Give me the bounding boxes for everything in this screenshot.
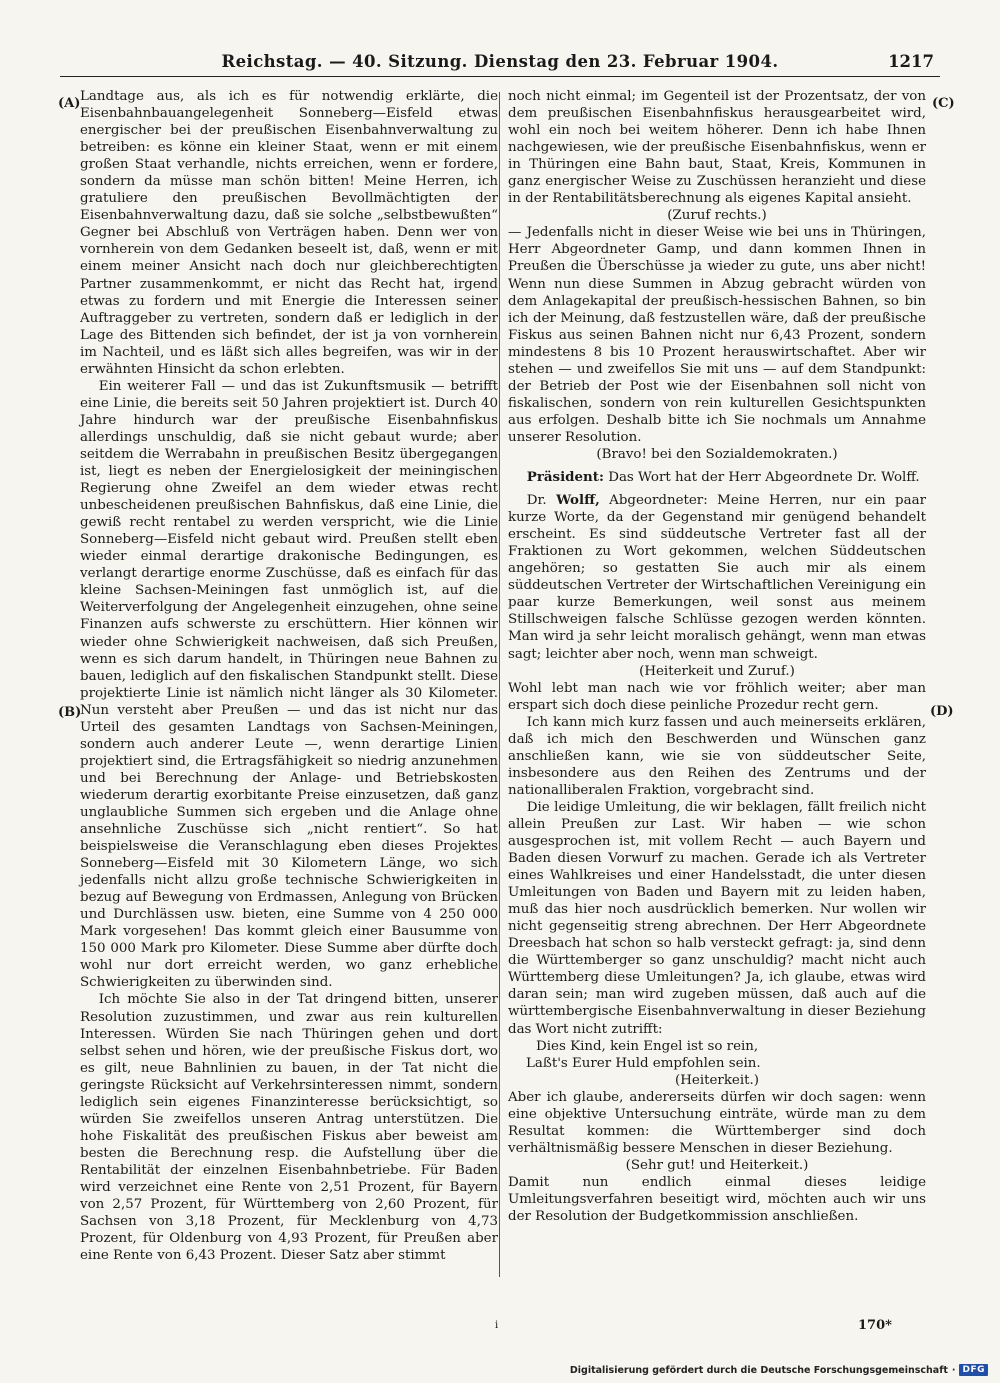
left-paragraph-3: Ich möchte Sie also in der Tat dringend bitten, unserer Resolution zuzustimmen, und zwar aus rein kulturellen Interessen. Würden Sie nach Thüringen gehen und dort selbst sehen und hören, wie der preußische Fiskus dort, wo es gilt, neue Bahnlinien zu bauen, in der Tat nicht die geringste Rücksicht auf Verkehrsinteressen nimmt, sondern lediglich sein eigenes Finanzinteresse berücksichtigt, so würden Sie zweifellos unseren Antrag unterstützen. Die hohe Fiskalität des preußischen Fiskus aber beweist am besten die Berechnung resp. die Aufstellung über die Rentabilität der einzelnen Eisenbahnbetriebe. Für Baden wird verzeichnet eine Rente von 2,51 Prozent, für Bayern von 2,57 Prozent, für Württemberg von 2,60 Prozent, für Sachsen von 3,18 Prozent, für Mecklenburg von 4,73 Prozent, für Oldenburg von 4,93 Prozent, für Preußen aber eine Rente von 6,43 Prozent. Dieser Satz aber stimmt	[80, 992, 498, 1264]
interjection-bravo: (Bravo! bei den Sozialdemokraten.)	[596, 446, 838, 462]
right-column	[508, 88, 926, 1225]
interjection-sehr-gut: (Sehr gut! und Heiterkeit.)	[625, 1157, 809, 1173]
left-column	[80, 88, 498, 1264]
president-text: Das Wort hat der Herr Abgeordnete Dr. Wolff.	[608, 470, 920, 486]
speaker-wolff: Wolff,	[556, 492, 600, 509]
right-paragraph-1: noch nicht einmal; im Gegenteil ist der Prozentsatz, der von dem preußischen Eisenbahnfiskus herausgearbeitet wird, wohl ein noch bei weitem höherer. Denn ich habe Ihnen nachgewiesen, wie der preußische Eisenbahnfiskus, wenn er in Thüringen eine Bahn baut, Staat, Kreis, Kommunen in ganz energischer Weise zu Zuschüssen heranzieht und diese in der Rentabilitätsberechnung als eigenes Kapital ansieht.	[508, 89, 926, 207]
margin-marker-d: (D)	[930, 704, 954, 719]
right-paragraph-6: Aber ich glaube, andererseits dürfen wir doch sagen: wenn eine objektive Untersuchung einträte, würde man zu dem Resultat kommen: die Württemberger sind doch verhältnismäßig bessere Menschen in dieser Beziehung.	[508, 1089, 926, 1156]
margin-marker-a: (A)	[58, 96, 81, 111]
right-paragraph-2: — Jedenfalls nicht in dieser Weise wie bei uns in Thüringen, Herr Abgeordneter Gamp, und dann kommen Ihnen in Preußen die Überschüsse ja wieder zu gute, uns aber nicht! Wenn nun diese Summen in Abzug gebracht würden von dem Anlagekapital der preußisch-hessischen Bahnen, so bin ich der Meinung, daß festzustellen wäre, daß der preußische Fiskus aus seinen Bahnen nicht nur 6,43 Prozent, sondern mindestens 8 bis 10 Prozent herauswirtschaftet. Aber wir stehen — und zweifellos Sie mit uns — auf dem Standpunkt: der Betrieb der Post wie der Eisenbahnen soll nicht von fiskalischen, sondern von rein kulturellen Gesichtspunkten aus erfolgen. Deshalb bitte ich Sie nochmals um Annahme unserer Resolution.	[508, 225, 926, 445]
right-paragraph-7: Damit nun endlich einmal dieses leidige Umleitungsverfahren beseitigt wird, möchten auch wir uns der Resolution der Budgetkommission anschließen.	[508, 1174, 926, 1225]
dfg-logo-icon: DFG	[959, 1364, 988, 1376]
sheet-signature: 170*	[858, 1318, 892, 1333]
interjection-zuruf-rechts: (Zuruf rechts.)	[667, 208, 767, 224]
left-paragraph-2: Ein weiterer Fall — und das ist Zukunftsmusik — betrifft eine Linie, die bereits seit 50 Jahren projektiert ist. Durch 40 Jahre hindurch war der preußische Eisenbahnfiskus allerdings unschuldig, daß sie nicht gebaut wurde; aber seitdem die Werrabahn in preußischen Besitz übergegangen ist, liegt es neben der Energielosigkeit der meiningischen Regierung ohne Zweifel an dem wieder etwas recht unbescheidenen preußischen Bahnfiskus, daß eine Linie, die gewiß recht rentabel zu werden verspricht, wie die Linie Sonneberg—Eisfeld nicht gebaut wird. Preußen stellt eben wieder einmal derartige drakonische Bedingungen, es verlangt derartige enorme Zuschüsse, daß es einfach für das kleine Sachsen-Meiningen fast unmöglich ist, auf die Weiterverfolgung der Angelegenheit einzugehen, ohne seine Finanzen aufs schwerste zu erschüttern. Hier können wir wieder ohne Schwierigkeit nachweisen, daß sich Preußen, wenn es sich darum handelt, in Thüringen neue Bahnen zu bauen, lediglich auf den fiskalischen Standpunkt stellt. Diese projektierte Linie ist nämlich nicht länger als 30 Kilometer. Nun versteht aber Preußen — und das ist nicht nur das Urteil des gesamten Landtags von Sachsen-Meiningen, sondern auch anderer Leute —, wenn derartige Linien projektiert sind, die Ertragsfähigkeit so niedrig anzunehmen und bei Berechnung der Anlage- und Betriebskosten wiederum derartig exorbitante Preise einzusetzen, daß ganz unglaubliche Summen sich ergeben und die Anlage ohne ansehnliche Zuschüsse sich „nicht rentiert“. So hat beispielsweise die Veranschlagung eben dieses Projektes Sonneberg—Eisfeld mit 30 Kilometern Länge, wo sich jedenfalls nicht allzu große technische Schwierigkeiten in bezug auf Bewegung von Erdmassen, Anlegung von Brücken und Durchlässen usw. bieten, eine Summe von 4 250 000 Mark vorgesehen! Das kommt gleich einer Bausumme von 150 000 Mark pro Kilometer. Diese Summe aber dürfte doch wohl nur dort erreicht werden, wo ganz erhebliche Schwierigkeiten zu überwinden sind.	[80, 378, 498, 991]
margin-marker-b: (B)	[58, 705, 82, 720]
president-speech	[508, 469, 926, 486]
wolff-speech	[508, 492, 926, 662]
wolff-text: Abgeordneter: Meine Herren, nur ein paar kurze Worte, da der Gegenstand mir genügend behandelt erscheint. Es sind süddeutsche Vertreter fast all der Fraktionen zu Wort gekommen, welchen Süddeutschen angehören; so gestatten Sie auch mir als einem süddeutschen Vertreter der Wirtschaftlichen Vereinigung ein paar kurze Bemerkungen, weil sonst aus meinem Stillschweigen falsche Schlüsse gezogen werden könnten. Man wird ja sehr leicht moralisch gehängt, wenn man etwas sagt; leichter aber noch, wenn man schweigt.	[508, 493, 926, 662]
verse-line-1: Dies Kind, kein Engel ist so rein,	[536, 1038, 759, 1054]
right-paragraph-3: Wohl lebt man nach wie vor fröhlich weiter; aber man erspart sich doch diese peinliche Prozedur recht gern.	[508, 680, 926, 713]
speaker-president: Präsident:	[526, 469, 604, 486]
column-divider	[499, 92, 500, 1277]
right-paragraph-5: Die leidige Umleitung, die wir beklagen, fällt freilich nicht allein Preußen zur Last. Wir haben — wie schon ausgesprochen ist, mit vollem Recht — auch Bayern und Baden diesen Vorwurf zu machen. Gerade ich als Vertreter eines Wahlkreises und einer Handelsstadt, die unter diesen Umleitungen von Baden und Bayern mit zu leiden haben, muß das hier noch ausdrücklich bemerken. Nur wollen wir nicht gegenseitig streng abrechnen. Der Herr Abgeordnete Dreesbach hat schon so halb versteckt gefragt: ja, sind denn die Württemberger so ganz unschuldig? macht nicht auch Württemberg diese Umleitungen? Ja, ich glaube, etwas wird daran sein; man wird zugeben müssen, daß auch auf die württembergische Eisenbahnverwaltung in dieser Beziehung das Wort nicht zutrifft:	[508, 799, 926, 1037]
page-title: Reichstag. — 40. Sitzung. Dienstag den 23. Februar 1904.	[221, 52, 779, 71]
running-head	[60, 50, 940, 77]
left-paragraph-1: Landtage aus, als ich es für notwendig erklärte, die Eisenbahnbauangelegenheit Sonneberg—Eisfeld etwas energischer bei der preußischen Eisenbahnverwaltung zu betreiben: es könne ein kleiner Staat, wenn er mit einem großen Staat verhandle, nichts erreichen, wenn er fordere, sondern da müsse man schön bitten! Meine Herren, ich gratuliere den preußischen Bevollmächtigten der Eisenbahnverwaltung dazu, daß sie solche „selbstbewußten“ Gegner bei Abschluß von Verträgen haben. Denn wer von vornherein von dem Gedanken beseelt ist, daß, wenn er mit einem meiner Ansicht nach doch nur gleichberechtigten Partner zusammenkommt, er nicht das Recht hat, irgend etwas zu fordern und mit Energie die Interessen seiner Auftraggeber zu vertreten, sondern daß er lediglich in der Lage des Bittenden sich befindet, der ist ja von vornherein im Nachteil, und es läßt sich alles begreifen, was wir in der erwähnten Hinsicht da schon erlebten.	[80, 89, 498, 377]
interjection-heiterkeit-zuruf: (Heiterkeit und Zuruf.)	[639, 663, 795, 679]
digitization-footer	[570, 1362, 988, 1378]
speaker-title: Dr.	[526, 493, 547, 509]
page-number: 1217	[888, 52, 934, 71]
footer-text: Digitalisierung gefördert durch die Deutsche Forschungsgemeinschaft	[569, 1364, 948, 1376]
verse-line-2: Laßt's Eurer Huld empfohlen sein.	[526, 1055, 761, 1071]
margin-marker-c: (C)	[932, 96, 955, 111]
footer-separator: ·	[951, 1364, 956, 1376]
small-print-mark: i	[495, 1320, 499, 1331]
right-paragraph-4: Ich kann mich kurz fassen und auch meinerseits erklären, daß ich mich den Beschwerden und Wünschen ganz anschließen kann, wie sie von süddeutscher Seite, insbesondere aus den Reihen des Zentrums und der nationalliberalen Fraktion, vorgebracht sind.	[508, 714, 926, 798]
interjection-heiterkeit: (Heiterkeit.)	[675, 1072, 759, 1088]
